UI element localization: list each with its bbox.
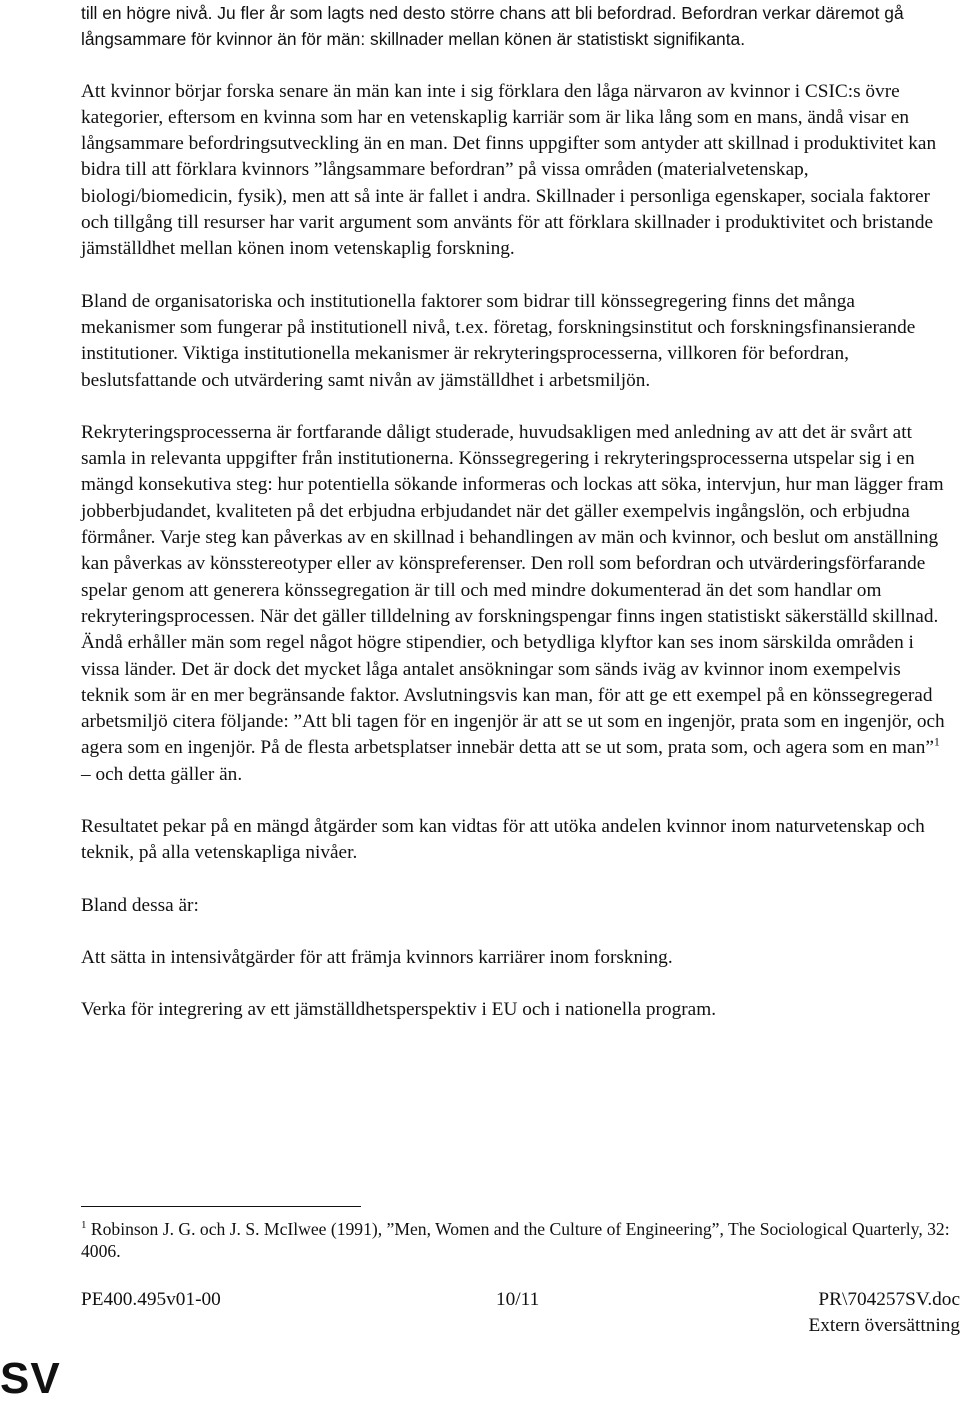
footnote bbox=[81, 1218, 951, 1262]
paragraph-4: Resultatet pekar på en mängd åtgärder som kan vidtas för att utöka andelen kvinnor inom naturvetenskap och teknik, på alla vetenskapliga nivåer. bbox=[81, 816, 925, 864]
paragraph-1-part-a: Att kvinnor börjar forska senare än män kan inte i sig förklara den låga närvaron av kvinnor i CSIC:s övre kategorier, eftersom en kvinna som har en vetenskaplig karriär som är lika lång som en mans, ändå visar en långsammare befordringsutveckling än en man. bbox=[81, 80, 910, 155]
footer-doc-ref: PE400.495v01-00 bbox=[81, 1289, 221, 1310]
paragraph-3 bbox=[81, 420, 951, 788]
paragraph-2: Bland de organisatoriska och institutionella faktorer som bidrar till könssegregering finns det många mekanismer som fungerar på institutionell nivå, t.ex. företag, forskningsinstitut och forskningsfinansierande institutioner. Viktiga institutionella mekanismer är rekryteringsprocesserna, villkoren för befordran, beslutsfattande och utvärdering samt nivån av jämställdhet i arbetsmiljön. bbox=[81, 290, 916, 391]
paragraph-1-part-b: Det finns uppgifter som antyder att skillnad i produktivitet kan bidra till att förklara kvinnors ”långsammare befordran” på vissa områden (materialvetenskap, biologi/biomedicin, fysik), men att så inte är fallet i andra. bbox=[81, 133, 937, 207]
footnote-reference[interactable]: 1 bbox=[933, 735, 940, 749]
paragraph-5: Bland dessa är: bbox=[81, 894, 199, 916]
footer-file-ref: PR\704257SV.doc bbox=[818, 1289, 960, 1310]
paragraph-1-part-c: Skillnader i personliga egenskaper, sociala faktorer och tillgång till resurser har varit argument som använts för att förklara skillnader i produktivitet och bristande jämställdhet mellan könen inom vetenskaplig forskning. bbox=[81, 185, 934, 260]
footnote-marker: 1 bbox=[81, 1219, 87, 1232]
footer-translation-note: Extern översättning bbox=[808, 1315, 960, 1336]
footnote-separator bbox=[81, 1206, 361, 1207]
language-code: SV bbox=[0, 1354, 61, 1403]
page-footer bbox=[81, 1287, 960, 1337]
paragraph-7: Verka för integrering av ett jämställdhetsperspektiv i EU och i nationella program. bbox=[81, 999, 717, 1021]
paragraph-3-text: Rekryteringsprocesserna är fortfarande dåligt studerade, huvudsakligen med anledning av att det är svårt att samla in relevanta uppgifter från institutionerna. Könssegregering i rekryteringsprocesserna utspelar sig i en mängd konsekutiva steg: hur potentiella sökande informeras och lockas att söka, intervjun, hur man lägger fram jobberbjudandet, kvaliteten på det erbjudna erbjudandet när det gäller exempelvis ingångslön, och erbjudna förmåner. Varje steg kan påverkas av en skillnad i behandlingen av män och kvinnor, och beslut om anställning kan påverkas av könsstereotyper eller av könspreferenser. Den roll som befordran och utvärderingsförfarande spelar genom att generera könssegregation är till och med mindre dokumenterad än det som handlar om rekryteringsprocessen. När det gäller tilldelning av forskningspengar finns ingen statistiskt säkerställd skillnad. Ändå erhåller män som regel något högre stipendier, och betydliga klyftor kan ses inom särskilda områden i vissa länder. Det är dock det mycket låga antalet ansökningar som sänds iväg av kvinnor inom exempelvis teknik som är en mer begränsande faktor. Avslutningsvis kan man, för att ge ett exempel på en könssegregerad arbetsmiljö citera följande: ”Att bli tagen för en ingenjör är att se ut som en ingenjör, prata som en ingenjör, och agera som en ingenjör. På de flesta arbetsplatser innebär detta att se ut som, prata som, och agera som en man” bbox=[81, 421, 945, 759]
paragraph-6: Att sätta in intensivåtgärder för att främja kvinnors karriärer inom forskning. bbox=[81, 946, 673, 968]
footnote-text: Robinson J. G. och J. S. McIlwee (1991), ”Men, Women and the Culture of Engineering”, The Sociological Quarterly, 32: 4006. bbox=[81, 1219, 950, 1261]
paragraph-1 bbox=[81, 79, 951, 263]
paragraph-0: till en högre nivå. Ju fler år som lagts ned desto större chans att bli befordrad. Befordran verkar däremot gå långsammare för kvinnor än för män: skillnader mellan könen är statistiskt signifikanta. bbox=[81, 3, 904, 50]
footer-page-number: 10/11 bbox=[496, 1289, 540, 1310]
document-body bbox=[81, 0, 951, 1024]
paragraph-3-tail: – och detta gäller än. bbox=[81, 763, 243, 785]
